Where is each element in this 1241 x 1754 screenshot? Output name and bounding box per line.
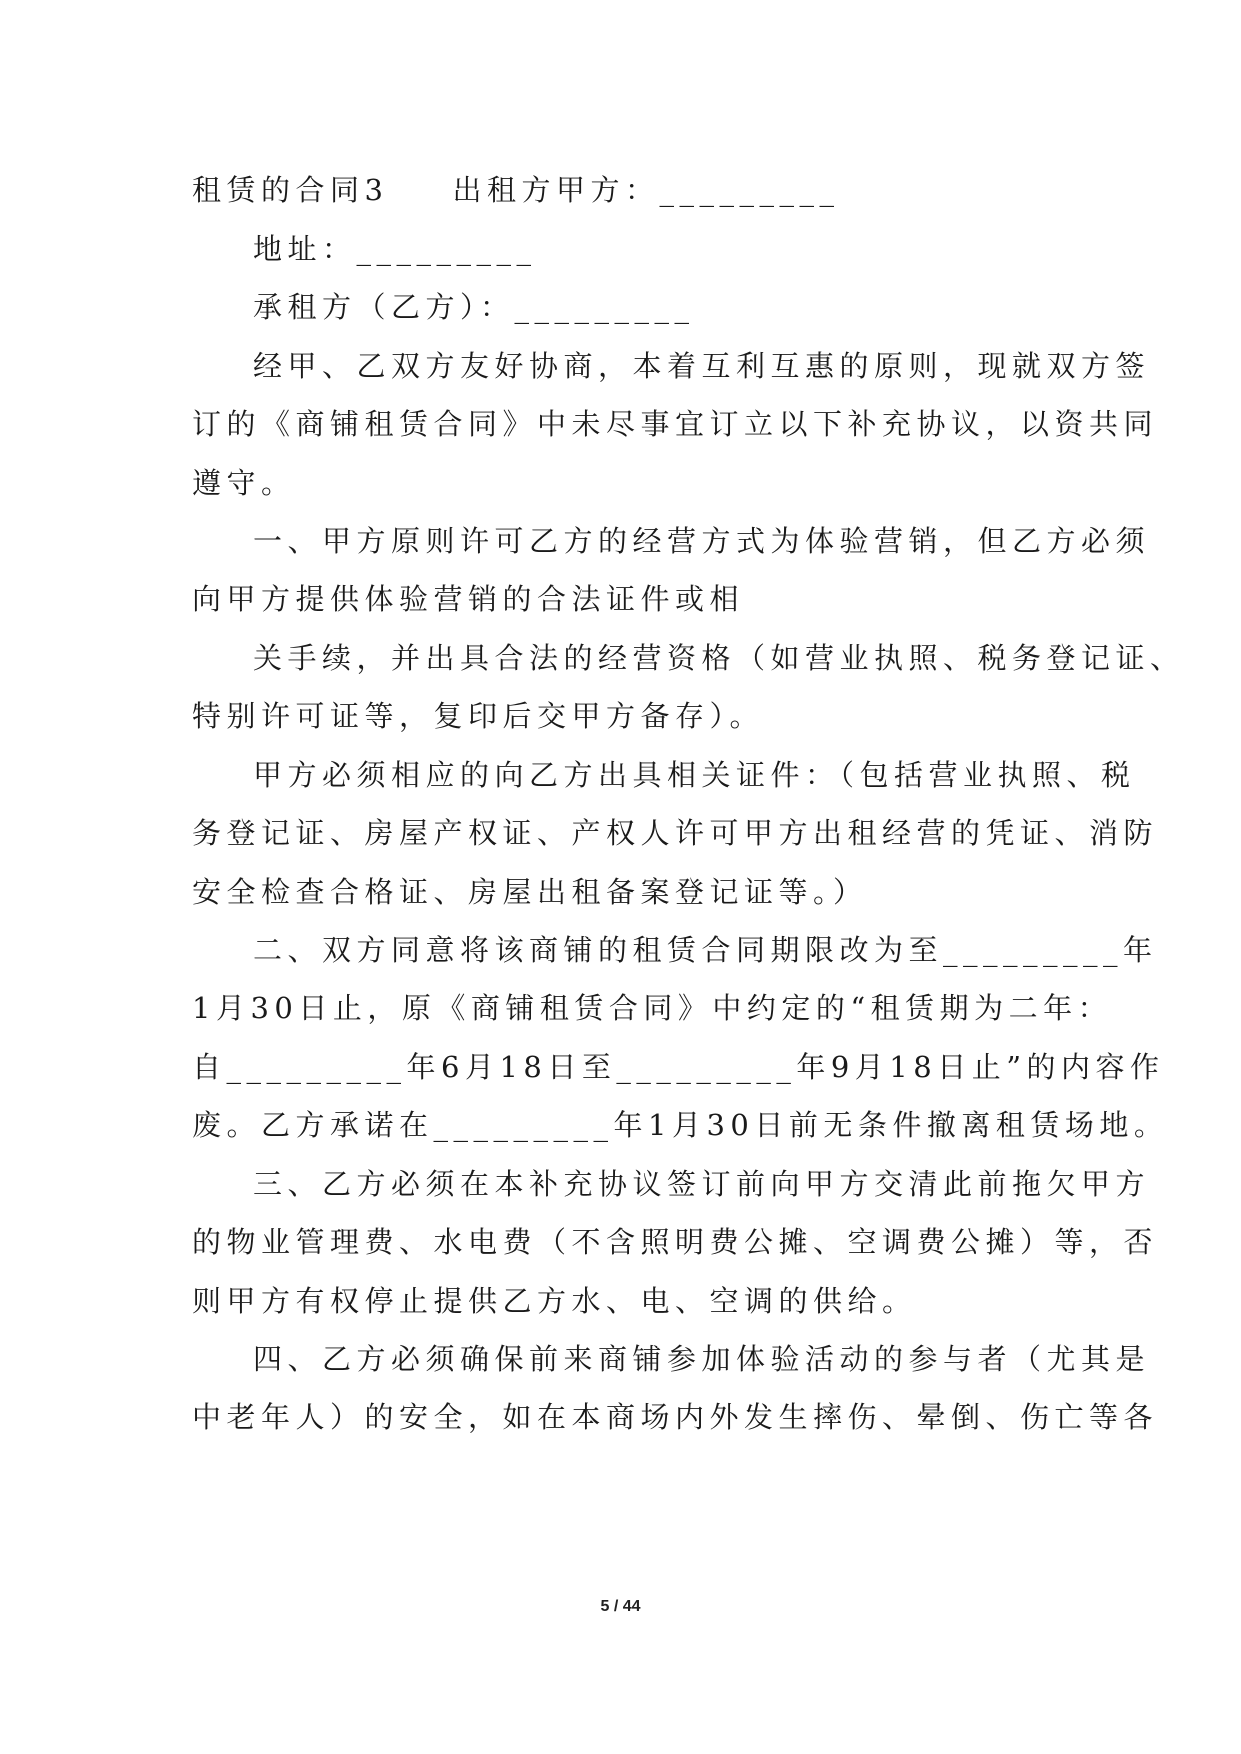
- paragraph-line: 甲方必须相应的向乙方出具相关证件：（包括营业执照、税: [253, 758, 1136, 792]
- paragraph-line: 经甲、乙双方友好协商，本着互利互惠的原则，现就双方签: [253, 349, 1151, 383]
- paragraph-line: 务登记证、房屋产权证、产权人许可甲方出租经营的凭证、消防: [192, 816, 1159, 850]
- page-number: 5 / 44: [600, 1598, 641, 1615]
- paragraph-line: 自_________年6月18日至_________年9月18日止”的内容作: [192, 1050, 1165, 1084]
- paragraph-line: 则甲方有权停止提供乙方水、电、空调的供给。: [192, 1284, 917, 1318]
- paragraph-line: 关手续，并出具合法的经营资格（如营业执照、税务登记证、: [253, 641, 1185, 675]
- paragraph-line: 三、乙方必须在本补充协议签订前向甲方交清此前拖欠甲方: [253, 1167, 1151, 1201]
- paragraph-line: 四、乙方必须确保前来商铺参加体验活动的参与者（尤其是: [253, 1342, 1151, 1376]
- lessee-field: 承租方（乙方）：_________: [253, 290, 695, 324]
- paragraph-line: 废。乙方承诺在_________年1月30日前无条件撤离租赁场地。: [192, 1108, 1169, 1142]
- contract-title: 租赁的合同3: [192, 173, 389, 207]
- paragraph-line: 订的《商铺租赁合同》中未尽事宜订立以下补充协议，以资共同: [192, 407, 1159, 441]
- paragraph-line: 1月30日止，原《商铺租赁合同》中约定的“租赁期为二年：: [192, 991, 1113, 1025]
- paragraph-line: 安全检查合格证、房屋出租备案登记证等。）: [192, 875, 868, 909]
- title-line: [192, 170, 1062, 210]
- paragraph-line: 一、甲方原则许可乙方的经营方式为体验营销，但乙方必须: [253, 524, 1151, 558]
- paragraph-line: 向甲方提供体验营销的合法证件或相: [192, 582, 745, 616]
- paragraph-line: 二、双方同意将该商铺的租赁合同期限改为至_________年: [253, 933, 1158, 967]
- paragraph-line: 的物业管理费、水电费（不含照明费公摊、空调费公摊）等，否: [192, 1225, 1159, 1259]
- paragraph-line: 特别许可证等，复印后交甲方备存）。: [192, 699, 765, 733]
- paragraph-line: 中老年人）的安全，如在本商场内外发生摔伤、晕倒、伤亡等各: [192, 1400, 1159, 1434]
- paragraph-line: 遵守。: [192, 466, 296, 500]
- lessor-field: 出租方甲方：_________: [452, 173, 840, 207]
- address-field: 地址：_________: [253, 232, 537, 266]
